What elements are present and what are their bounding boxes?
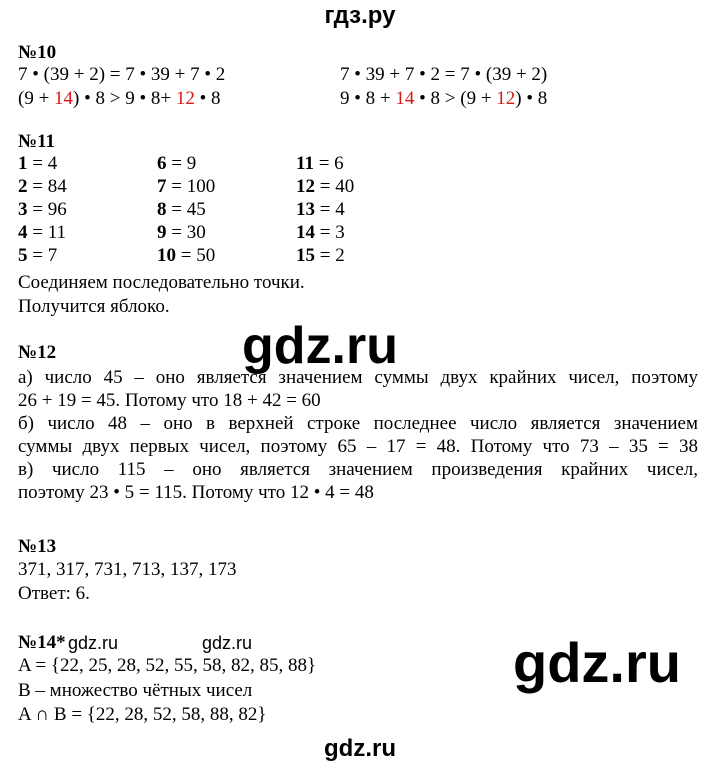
watermark-big: gdz.ru <box>513 631 681 694</box>
watermark-mid: gdz.ru <box>242 317 398 375</box>
n11-item: 1 = 4 <box>18 153 58 174</box>
n11-item: 15 = 2 <box>296 245 345 266</box>
n10-line2-right: 9 • 8 + 14 • 8 > (9 + 12) • 8 <box>340 88 548 109</box>
n11-item: 6 = 9 <box>157 153 197 174</box>
n11-note2: Получится яблоко. <box>18 296 170 317</box>
n10-line2-left: (9 + 14) • 8 > 9 • 8+ 12 • 8 <box>18 88 221 109</box>
n11-item: 9 = 30 <box>157 222 206 243</box>
heading-n12: №12 <box>18 342 57 363</box>
n11-item: 11 = 6 <box>296 153 344 174</box>
n11-item: 7 = 100 <box>157 176 216 197</box>
n11-item: 10 = 50 <box>157 245 216 266</box>
heading-n11: №11 <box>18 131 56 152</box>
n11-item: 12 = 40 <box>296 176 355 197</box>
n11-item: 5 = 7 <box>18 245 58 266</box>
n14-line2: B – множество чётных чисел <box>18 680 253 701</box>
heading-n10: №10 <box>18 42 57 63</box>
watermark-top: гдз.ру <box>324 2 396 29</box>
watermark-bottom: gdz.ru <box>324 735 396 762</box>
n12-line3: б) число 48 – оно в верхней строке последнее число является значением <box>18 413 698 434</box>
n13-line2: Ответ: 6. <box>18 583 90 604</box>
n11-item: 2 = 84 <box>18 176 67 197</box>
n12-line2: 26 + 19 = 45. Потому что 18 + 42 = 60 <box>18 390 321 411</box>
n11-item: 14 = 3 <box>296 222 345 243</box>
n12-line1: а) число 45 – оно является значением суммы двух крайних чисел, поэтому <box>18 367 698 388</box>
n12-line6: поэтому 23 • 5 = 115. Потому что 12 • 4 = 48 <box>18 482 374 503</box>
n11-note1: Соединяем последовательно точки. <box>18 272 305 293</box>
n11-item: 13 = 4 <box>296 199 345 220</box>
n14-line1: A = {22, 25, 28, 52, 55, 58, 82, 85, 88} <box>18 655 317 676</box>
n14-line3: A ∩ B = {22, 28, 52, 58, 88, 82} <box>18 704 267 725</box>
n11-item: 3 = 96 <box>18 199 67 220</box>
n12-line5: в) число 115 – оно является значением произведения крайних чисел, <box>18 459 698 480</box>
n10-line1-left: 7 • (39 + 2) = 7 • 39 + 7 • 2 <box>18 64 226 85</box>
n11-item: 8 = 45 <box>157 199 206 220</box>
n12-line4: суммы двух первых чисел, поэтому 65 – 17 = 48. Потому что 73 – 35 = 38 <box>18 436 698 457</box>
n10-line1-right: 7 • 39 + 7 • 2 = 7 • (39 + 2) <box>340 64 548 85</box>
n13-line1: 371, 317, 731, 713, 137, 173 <box>18 559 237 580</box>
heading-n14: №14* <box>18 632 66 653</box>
n11-item: 4 = 11 <box>18 222 67 243</box>
watermark-small-1: gdz.ru <box>68 633 119 653</box>
watermark-small-2: gdz.ru <box>202 633 253 653</box>
heading-n13: №13 <box>18 536 57 557</box>
